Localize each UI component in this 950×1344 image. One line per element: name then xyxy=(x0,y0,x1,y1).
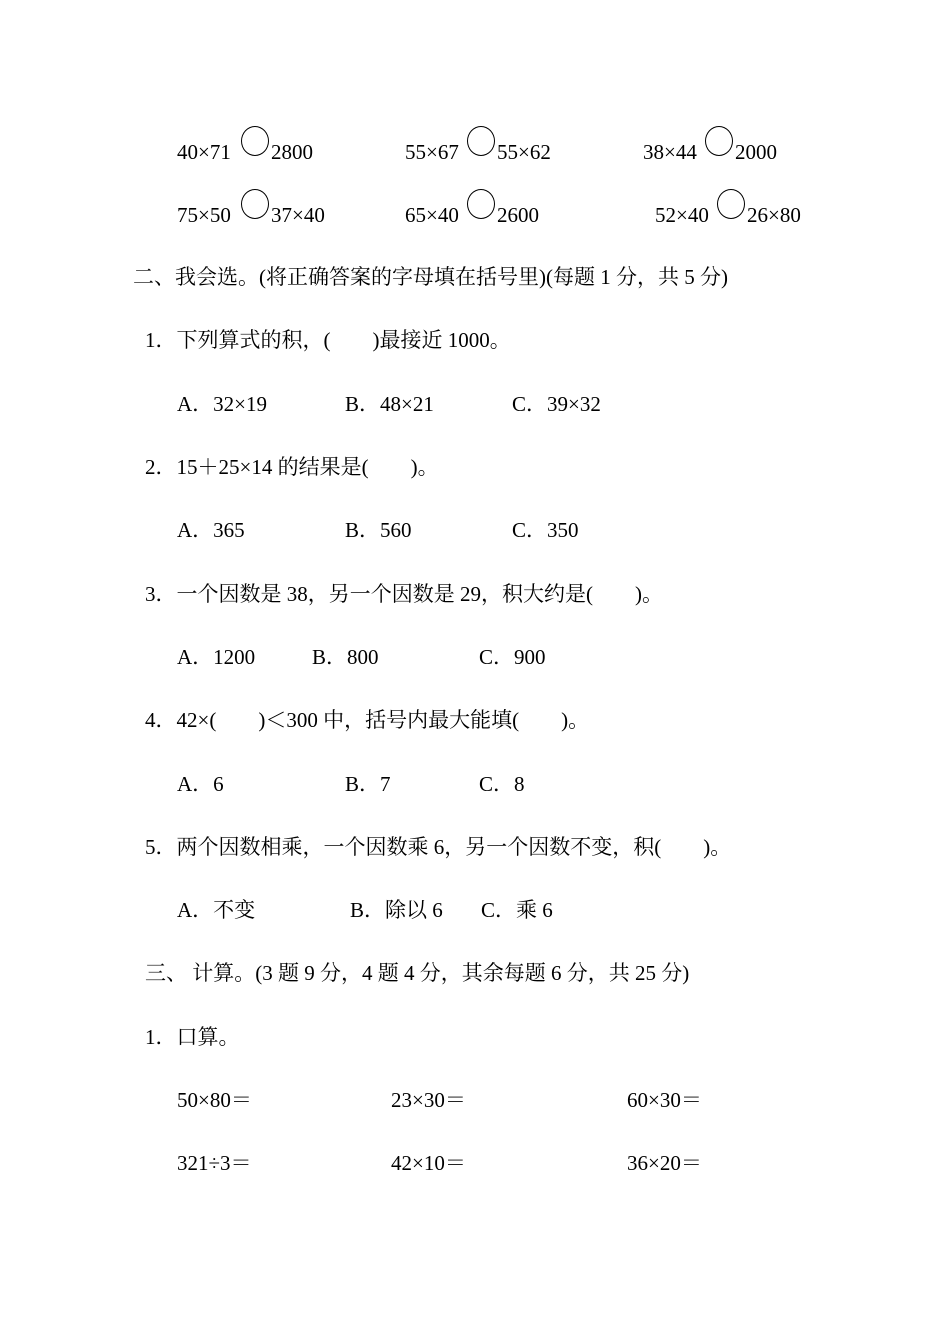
oral-calc-item: 50×80＝ xyxy=(177,1088,252,1112)
oral-calc-item: 60×30＝ xyxy=(627,1088,702,1112)
option-c[interactable]: C．8 xyxy=(479,772,525,796)
compare-left: 75×50 xyxy=(177,203,231,227)
option-c[interactable]: C．900 xyxy=(479,645,546,669)
oral-calc-item: 23×30＝ xyxy=(391,1088,466,1112)
section-heading-calculate: 三、 计算。(3 题 9 分，4 题 4 分，其余每题 6 分，共 25 分) xyxy=(145,961,690,985)
option-c[interactable]: C．350 xyxy=(512,518,579,542)
option-b[interactable]: B．560 xyxy=(345,518,412,542)
oral-calc-item: 321÷3＝ xyxy=(177,1151,252,1175)
compare-blank-circle[interactable] xyxy=(241,126,269,156)
question-stem: 5．两个因数相乘，一个因数乘 6，另一个因数不变，积( )。 xyxy=(145,835,732,859)
oral-calc-item: 42×10＝ xyxy=(391,1151,466,1175)
option-a[interactable]: A．32×19 xyxy=(177,392,268,416)
question-stem: 3．一个因数是 38，另一个因数是 29，积大约是( )。 xyxy=(145,582,663,606)
option-b[interactable]: B．800 xyxy=(312,645,379,669)
question-stem: 1．下列算式的积，( )最接近 1000。 xyxy=(145,328,511,352)
compare-right: 2000 xyxy=(735,140,777,164)
option-a[interactable]: A．6 xyxy=(177,772,224,796)
subsection-oral-calc: 1．口算。 xyxy=(145,1025,240,1049)
compare-left: 65×40 xyxy=(405,203,459,227)
option-c[interactable]: C．39×32 xyxy=(512,392,601,416)
option-b[interactable]: B．48×21 xyxy=(345,392,434,416)
compare-left: 40×71 xyxy=(177,140,231,164)
option-b[interactable]: B．7 xyxy=(345,772,391,796)
compare-left: 38×44 xyxy=(643,140,697,164)
compare-left: 55×67 xyxy=(405,140,459,164)
section-heading-choose: 二、我会选。(将正确答案的字母填在括号里)(每题 1 分，共 5 分) xyxy=(133,265,728,289)
question-stem: 4．42×( )＜300 中，括号内最大能填( )。 xyxy=(145,708,590,732)
compare-right: 2600 xyxy=(497,203,539,227)
option-a[interactable]: A．365 xyxy=(177,518,245,542)
oral-calc-item: 36×20＝ xyxy=(627,1151,702,1175)
compare-right: 55×62 xyxy=(497,140,551,164)
compare-blank-circle[interactable] xyxy=(705,126,733,156)
compare-right: 26×80 xyxy=(747,203,801,227)
option-a[interactable]: A．不变 xyxy=(177,898,256,922)
compare-blank-circle[interactable] xyxy=(241,189,269,219)
option-a[interactable]: A．1200 xyxy=(177,645,256,669)
compare-blank-circle[interactable] xyxy=(467,126,495,156)
compare-blank-circle[interactable] xyxy=(467,189,495,219)
compare-blank-circle[interactable] xyxy=(717,189,745,219)
option-c[interactable]: C．乘 6 xyxy=(481,898,553,922)
compare-right: 2800 xyxy=(271,140,313,164)
compare-right: 37×40 xyxy=(271,203,325,227)
question-stem: 2．15＋25×14 的结果是( )。 xyxy=(145,455,439,479)
compare-left: 52×40 xyxy=(655,203,709,227)
option-b[interactable]: B．除以 6 xyxy=(350,898,443,922)
